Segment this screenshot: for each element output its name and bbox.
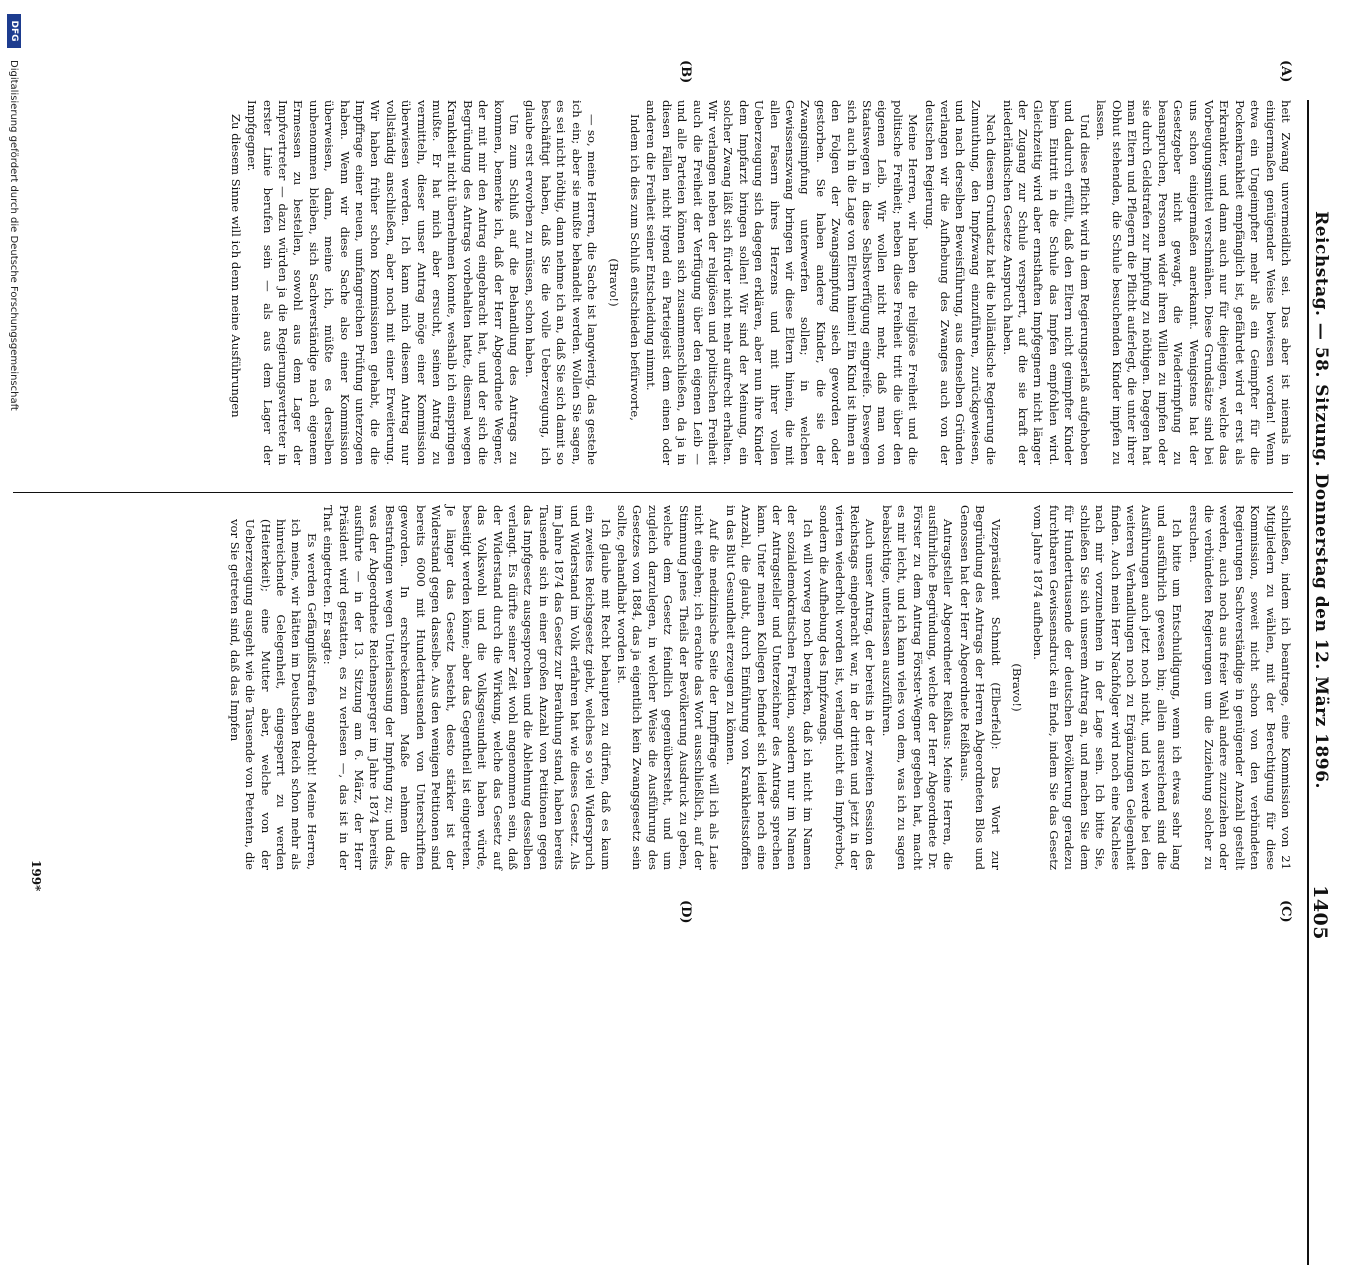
paragraph: Antragsteller Abgeordneter Reißhaus: Meine Herren, die ausführliche Begründung, welche der Herr Abgeordnete Dr. Förster zu dem Antrag Förster-Wegner gegeben hat, macht es mir leicht, und ich kann vieles von dem, was ich zu sagen beabsichtige, unterlassen auszuführen.: [879, 505, 956, 870]
paragraph: heit Zwang unvermeidlich sei. Das aber ist niemals in einigermaßen genügender Weise bewiesen worden! Wenn etwa ein Ungeimpfter mehr als ein Geimpfter für die Pockenkrankheit empfänglich ist, gefährdet wird er erst als Erkrankter, und dann auch nur für diejenigen, welche das Vorbeugungsmittel verschmähen. Diese Grundsätze sind bei uns schon einigermaßen anerkannt. Wenigstens hat der Gesetzgeber nicht gewagt, die Wiederimpfung zu beanspruchen, Personen wider ihren Willen zu impfen oder sie durch Geldstrafen zur Impfung zu nöthigen. Dagegen hat man Eltern und Pflegern die Pflicht auferlegt, die unter ihrer Obhut stehenden, die Schule besuchenden Kinder impfen zu lassen.: [1094, 100, 1293, 465]
margin-mark-b: (B): [678, 60, 693, 84]
column-divider: [13, 492, 1293, 493]
header-rule: [1307, 100, 1309, 1265]
margin-mark-d: (D): [678, 900, 693, 924]
signature-number: 199*: [29, 860, 43, 892]
paragraph: — so, meine Herren, die Sache ist langwierig, das gestehe ich ein; aber sie mußte behandelt werden. Wollen Sie sagen, es sei nicht nöthig, dann nehme ich an, daß Sie sich damit so beschäftigt haben, daß Sie die volle Ueberzeugung, ich glaube erst erworben zu müssen, schon haben.: [523, 100, 600, 465]
right-column: [225, 505, 1293, 870]
paragraph: Um zum Schluß auf die Behandlung des Antrags zu kommen, bemerke ich, daß der Herr Abgeordnete Wegner, der mit mir den Antrag eingebracht hat, und der sich die Begründung des Antrags vorbehalten hatte, diesmal wegen Krankheit nicht übernehmen konnte, weshalb ich einspringen mußte. Er hat mich aber ersucht, seinen Antrag zu vermitteln, dieser unser Antrag möge einer Kommission überwiesen werden. Ich kann mich diesem Antrag nur vollständig anschließen, aber noch mit einer Erweiterung. Wir haben früher schon Kommissionen gehabt, die die Impffrage einer neuen, umfangreichen Prüfung unterzogen haben. Wenn wir diese Sache also einer Kommission überweisen, dann, meine ich, müßte es derselben unbenommen bleiben, sich Sachverständige nach eigenem Ermessen zu bestellen, sowohl aus dem Lager der Impfvertreter — dazu würden ja die Regierungsvertreter in erster Linie berufen sein — als aus dem Lager der Impfgegner.: [245, 100, 522, 465]
paragraph: Ich will vorweg noch bemerken, daß ich nicht im Namen der sozialdemokratischen Fraktion, sondern nur im Namen der Antragsteller und Unterzeichner des Antrags sprechen kann. Unter meinen Kollegen befindet sich leider noch eine Anzahl, die glaubt, durch Einführung von Krankheitsstoffen in das Blut Gesundheit erzeugen zu können.: [723, 505, 815, 870]
paragraph: Zu diesem Sinne will ich denn meine Ausführungen: [228, 114, 243, 418]
paragraph: Indem ich dies zum Schluß entschieden befürworte,: [627, 114, 642, 421]
paragraph: Nach diesem Grundsatz hat die holländische Regierung die Zumuthung, den Impfzwang einzuführen, zurückgewiesen, und nach derselben Beweisführung, aus denselben Gründen verlangen wir die Aufhebung des Zwanges auch von der deutschen Regierung.: [922, 100, 999, 465]
paragraph: schließen, indem ich beantrage, eine Kommission von 21 Mitgliedern zu wählen, mit der Berechtigung für diese Kommission, soweit nicht schon von den verbündeten Regierungen Sachverständige in genügender Anzahl gestellt werden, auch noch aus freier Wahl andere zuzuziehen oder die verbündeten Regierungen um die Zuziehung solcher zu ersuchen.: [1186, 505, 1293, 870]
quotation: Es werden Gefängnißstrafen angedroht! Meine Herren, ich meine, wir hätten im Deutschen Reich schon mehr als hinreichende Gelegenheit, eingesperrt zu werden (Heiterkeit); eine Mutter aber, welche von der Ueberzeugung ausgeht wie die Tausende von Petenten, die vor Sie getreten sind, daß das Impfen: [227, 519, 319, 870]
paragraph: Und diese Pflicht wird in dem Regierungserlaß aufgehoben und dadurch erfüllt, daß den Eltern nicht geimpfter Kinder beim Eintritt in die Schule das Impfen empfohlen wird. Gleichzeitig wird aber ernsthaften Impfgegnern nicht länger der Zugang zur Schule versperrt, auf die sie kraft der niederländischen Gesetze Anspruch haben.: [1000, 100, 1092, 465]
page-number: 1405: [1309, 885, 1331, 940]
bravo-note: (Bravo!): [1010, 663, 1025, 712]
paragraph: Auch unser Antrag, der bereits in der zweiten Session des Reichstags eingebracht war, in der dritten und jetzt in der vierten wiederholt worden ist, verlangt nicht ein Impfverbot, sondern die Aufhebung des Impfzwangs.: [817, 505, 878, 870]
bravo-note: (Bravo!): [606, 258, 621, 307]
dfg-logo: DFG: [7, 14, 21, 48]
left-column: [226, 100, 1293, 465]
margin-mark-a: (A): [1278, 60, 1293, 83]
margin-mark-c: (C): [1278, 900, 1293, 923]
paragraph: Ich bitte um Entschuldigung, wenn ich etwas sehr lang und ausführlich gewesen bin; allein ausreichend sind die Ausführungen auch jetzt noch nicht, und ich werde bei den weiteren Verhandlungen noch zu Ergänzungen Gelegenheit finden. Auch mein Herr Nachfolger wird noch eine Nachlese nach mir vorzunehmen in der Lage sein. Ich bitte Sie, schließen Sie sich unserem Antrag an, und machen Sie dem für Hunderttausende der deutschen Bevölkerung geradezu furchtbaren Gewissensdruck ein Ende, indem Sie das Gesetz vom Jahre 1874 aufheben.: [1031, 505, 1185, 870]
paragraph: Meine Herren, wir haben die religiöse Freiheit und die politische Freiheit; neben diese Freiheit tritt die über den eigenen Leib. Wir wollen nicht mehr, daß man von Staatswegen in diese Selbstverfügung eingreife. Deswegen sich auch in die Lage von Eltern hinein! Ein Kind ist ihnen an den Folgen der Zwangsimpfung siech geworden oder gestorben. Sie haben andere Kinder, die sie der Zwangsimpfung unterwerfen sollen; in welchen Gewissenszwang bringen wir diese Eltern hinein, die mit allen Fasern ihres Herzens und mit ihrer vollen Ueberzeugung sich dagegen erklären, aber nun ihre Kinder dem Impfarzt bringen sollen! Wir sind der Meinung, ein solcher Zwang läßt sich fürder nicht mehr aufrecht erhalten. Wir verlangen neben der religiösen und politischen Freiheit auch die Freiheit der Verfügung über den eigenen Leib — und alle Parteien können sich zusammenschließen, da ja in diesen Fällen nicht irgend ein Parteigeist dem einen oder anderen die Freiheit seiner Entscheidung nimmt.: [644, 100, 921, 465]
funding-strip: [0, 0, 25, 1000]
paragraph: Vizepräsident Schmidt (Elberfeld): Das Wort zur Begründung des Antrags der Herren Abgeordneten Blos und Genossen hat der Herr Abgeordnete Reißhaus.: [957, 505, 1003, 870]
paragraph: Ich glaube mit Recht behaupten zu dürfen, daß es kaum ein zweites Reichsgesetz giebt, welches so viel Widerspruch und Widerstand im Volk erfahren hat wie dieses Gesetz. Als im Jahre 1874 das Gesetz zur Berathung stand, haben bereits Tausende sich in einer großen Anzahl von Petitionen gegen das Impfgesetz ausgesprochen und die Ablehnung desselben verlangt. Es dürfte seiner Zeit wohl angenommen sein, daß der Widerstand durch die Wirkung, welche das Gesetz auf das Volkswohl und die Volksgesundheit haben würde, beseitigt werden könne; aber das Gegentheil ist eingetreten. Je länger das Gesetz besteht, desto stärker ist der Widerstand gegen dasselbe. Aus den wenigen Petitionen sind bereits 6000 mit Hunderttausenden von Unterschriften geworden. In erschreckendem Maße nehmen die Bestrafungen wegen Unterlassung der Impfung zu; und das, was der Abgeordnete Reichensperger im Jahre 1874 bereits ausführte — in der 13. Sitzung am 6. März, der Herr Präsident wird gestatten, es zu verlesen —, das ist in der That eingetreten. Er sagte:: [321, 505, 613, 870]
page-title: Reichstag. — 58. Sitzung. Donnerstag den 12. März 1896.: [1311, 211, 1331, 789]
paragraph: Auf die medizinische Seite der Impffrage will ich als Laie nicht eingehen; ich erachte das Wort ausschließlich, auf der Stimmung jenes Theils der Bevölkerung Ausdruck zu geben, welche dem Gesetz feindlich gegenübersteht, und um zugleich darzulegen, in welcher Weise die Ausführung des Gesetzes von 1884, das ja eigentlich kein Zwangsgesetz sein sollte, gehandhabt worden ist.: [614, 505, 722, 870]
funding-note: Digitalisierung gefördert durch die Deutsche Forschungsgemeinschaft: [8, 60, 19, 411]
